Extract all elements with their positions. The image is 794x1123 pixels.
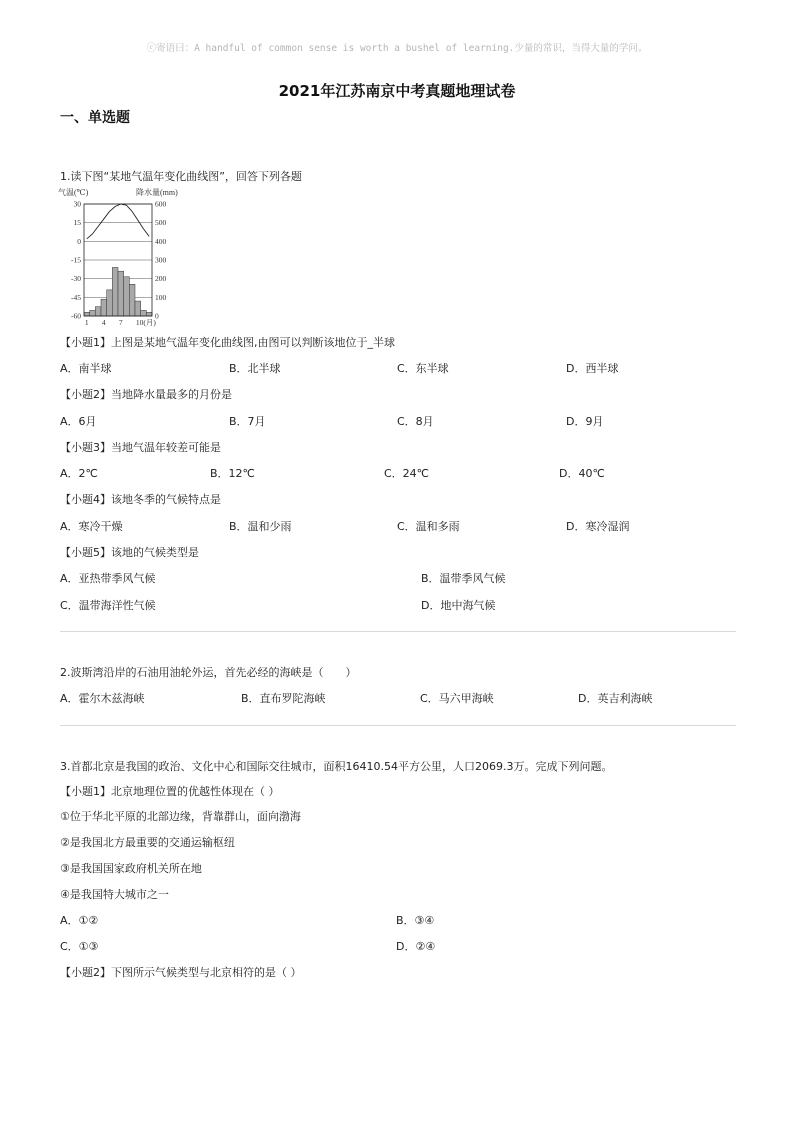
q1-sub3-text: 【小题3】当地气温年较差可能是 (60, 441, 221, 454)
q1-sub3-option-c[interactable]: C．24℃ (384, 467, 430, 480)
chart-temp-tick-label: -60 (71, 311, 81, 321)
q1-sub5-option-c[interactable]: C．温带海洋性气候 (60, 599, 156, 612)
q1-sub5-option-d[interactable]: D．地中海气候 (421, 599, 496, 612)
chart-precip-tick-label: 100 (155, 292, 167, 302)
q2-stem: 2.波斯湾沿岸的石油用油轮外运，首先必经的海峡是（ ） (60, 666, 357, 679)
precipitation-bar-month-9 (129, 284, 135, 316)
divider (60, 631, 736, 632)
temperature-line (87, 204, 149, 239)
q3-sub1-statement-2: ②是我国北方最重要的交通运输枢纽 (60, 836, 235, 849)
chart-x-tick-label: 1 (84, 318, 89, 327)
page-title: 2021年江苏南京中考真题地理试卷 (278, 82, 516, 100)
q1-sub5-text: 【小题5】该地的气候类型是 (60, 546, 199, 559)
q1-sub5-option-a[interactable]: A．亚热带季风气候 (60, 572, 156, 585)
q1-sub4-text: 【小题4】该地冬季的气候特点是 (60, 493, 221, 506)
chart-temp-tick-label: -30 (71, 274, 81, 284)
divider (60, 725, 736, 726)
q1-sub4-option-b[interactable]: B．温和少雨 (229, 520, 292, 533)
q1-sub1-option-c[interactable]: C．东半球 (397, 362, 449, 375)
q1-sub2-option-a[interactable]: A．6月 (60, 415, 97, 428)
chart-temp-tick-label: -45 (71, 292, 81, 302)
section-heading: 一、单选题 (60, 110, 130, 126)
chart-temp-tick-label: -15 (71, 255, 81, 265)
precipitation-bar-month-10 (135, 301, 141, 316)
chart-temp-tick-label: 15 (73, 218, 81, 228)
q3-sub1-option-a[interactable]: A．①② (60, 914, 99, 927)
q3-sub1-option-d[interactable]: D．②④ (396, 940, 436, 953)
chart-precip-tick-label: 400 (155, 236, 167, 246)
chart-right-axis-label: 降水量(mm) (136, 188, 178, 197)
q1-sub1-option-d[interactable]: D．西半球 (566, 362, 619, 375)
q1-sub4-option-c[interactable]: C．温和多雨 (397, 520, 460, 533)
q3-sub2-text: 【小题2】下图所示气候类型与北京相符的是（ ） (60, 966, 302, 979)
q1-sub3-option-b[interactable]: B．12℃ (210, 467, 255, 480)
chart-temp-tick-label: 30 (73, 199, 81, 209)
precipitation-bar-month-2 (90, 310, 96, 316)
q1-sub3-option-d[interactable]: D．40℃ (559, 467, 605, 480)
q1-sub2-option-d[interactable]: D．9月 (566, 415, 604, 428)
q1-sub2-option-b[interactable]: B．7月 (229, 415, 266, 428)
chart-left-axis-label: 气温(℃) (58, 188, 89, 197)
precipitation-bar-month-11 (141, 310, 147, 316)
precipitation-bar-month-4 (101, 299, 107, 316)
q3-sub1-option-b[interactable]: B．③④ (396, 914, 435, 927)
precipitation-bar-month-5 (107, 290, 113, 316)
chart-x-tick-label: 4 (101, 318, 106, 327)
q2-option-a[interactable]: A．霍尔木兹海峡 (60, 692, 145, 705)
precipitation-bar-month-12 (146, 312, 152, 316)
precipitation-bar-month-8 (124, 277, 130, 316)
q1-sub2-text: 【小题2】当地降水量最多的月份是 (60, 388, 232, 401)
q3-stem: 3.首都北京是我国的政治、文化中心和国际交往城市，面积16410.54平方公里，人口2069.3万。完成下列问题。 (60, 760, 613, 773)
precipitation-bar-month-3 (95, 307, 101, 316)
q3-sub1-text: 【小题1】北京地理位置的优越性体现在（ ） (60, 785, 280, 798)
chart-x-tick-label: 7 (118, 318, 123, 327)
precipitation-bar-month-1 (84, 312, 90, 316)
precipitation-bar-month-7 (118, 271, 124, 316)
q1-stem: 1.读下图“某地气温年变化曲线图”，回答下列各题 (60, 170, 302, 183)
climate-chart (58, 186, 178, 328)
chart-precip-tick-label: 500 (155, 218, 167, 228)
q1-sub1-option-a[interactable]: A．南半球 (60, 362, 112, 375)
q1-sub2-option-c[interactable]: C．8月 (397, 415, 434, 428)
q3-sub1-statement-4: ④是我国特大城市之一 (60, 888, 169, 901)
q1-sub4-option-a[interactable]: A．寒冷干燥 (60, 520, 123, 533)
chart-precip-tick-label: 300 (155, 255, 167, 265)
q3-sub1-statement-3: ③是我国国家政府机关所在地 (60, 862, 202, 875)
q1-sub3-option-a[interactable]: A．2℃ (60, 467, 98, 480)
q1-sub4-option-d[interactable]: D．寒冷湿润 (566, 520, 630, 533)
q2-option-c[interactable]: C．马六甲海峡 (420, 692, 494, 705)
chart-temp-tick-label: 0 (77, 236, 81, 246)
q1-sub5-option-b[interactable]: B．温带季风气候 (421, 572, 506, 585)
q1-sub1-text: 【小题1】上图是某地气温年变化曲线图,由图可以判断该地位于_半球 (60, 336, 395, 349)
q3-sub1-option-c[interactable]: C．①③ (60, 940, 99, 953)
q2-option-b[interactable]: B．直布罗陀海峡 (241, 692, 326, 705)
q3-sub1-statement-1: ①位于华北平原的北部边缘，背靠群山，面向渤海 (60, 810, 301, 823)
q1-sub1-option-b[interactable]: B．北半球 (229, 362, 281, 375)
q2-option-d[interactable]: D．英吉利海峡 (578, 692, 653, 705)
chart-precip-tick-label: 600 (155, 199, 167, 209)
precipitation-bar-month-6 (112, 267, 118, 316)
chart-x-tick-label: 10(月) (135, 318, 156, 327)
chart-precip-tick-label: 0 (155, 311, 159, 321)
watermark: ⓒ寄语曰：A handful of common sense is worth a bushel of learning.少量的常识，当得大量的学问。 (146, 43, 648, 54)
chart-precip-tick-label: 200 (155, 274, 167, 284)
